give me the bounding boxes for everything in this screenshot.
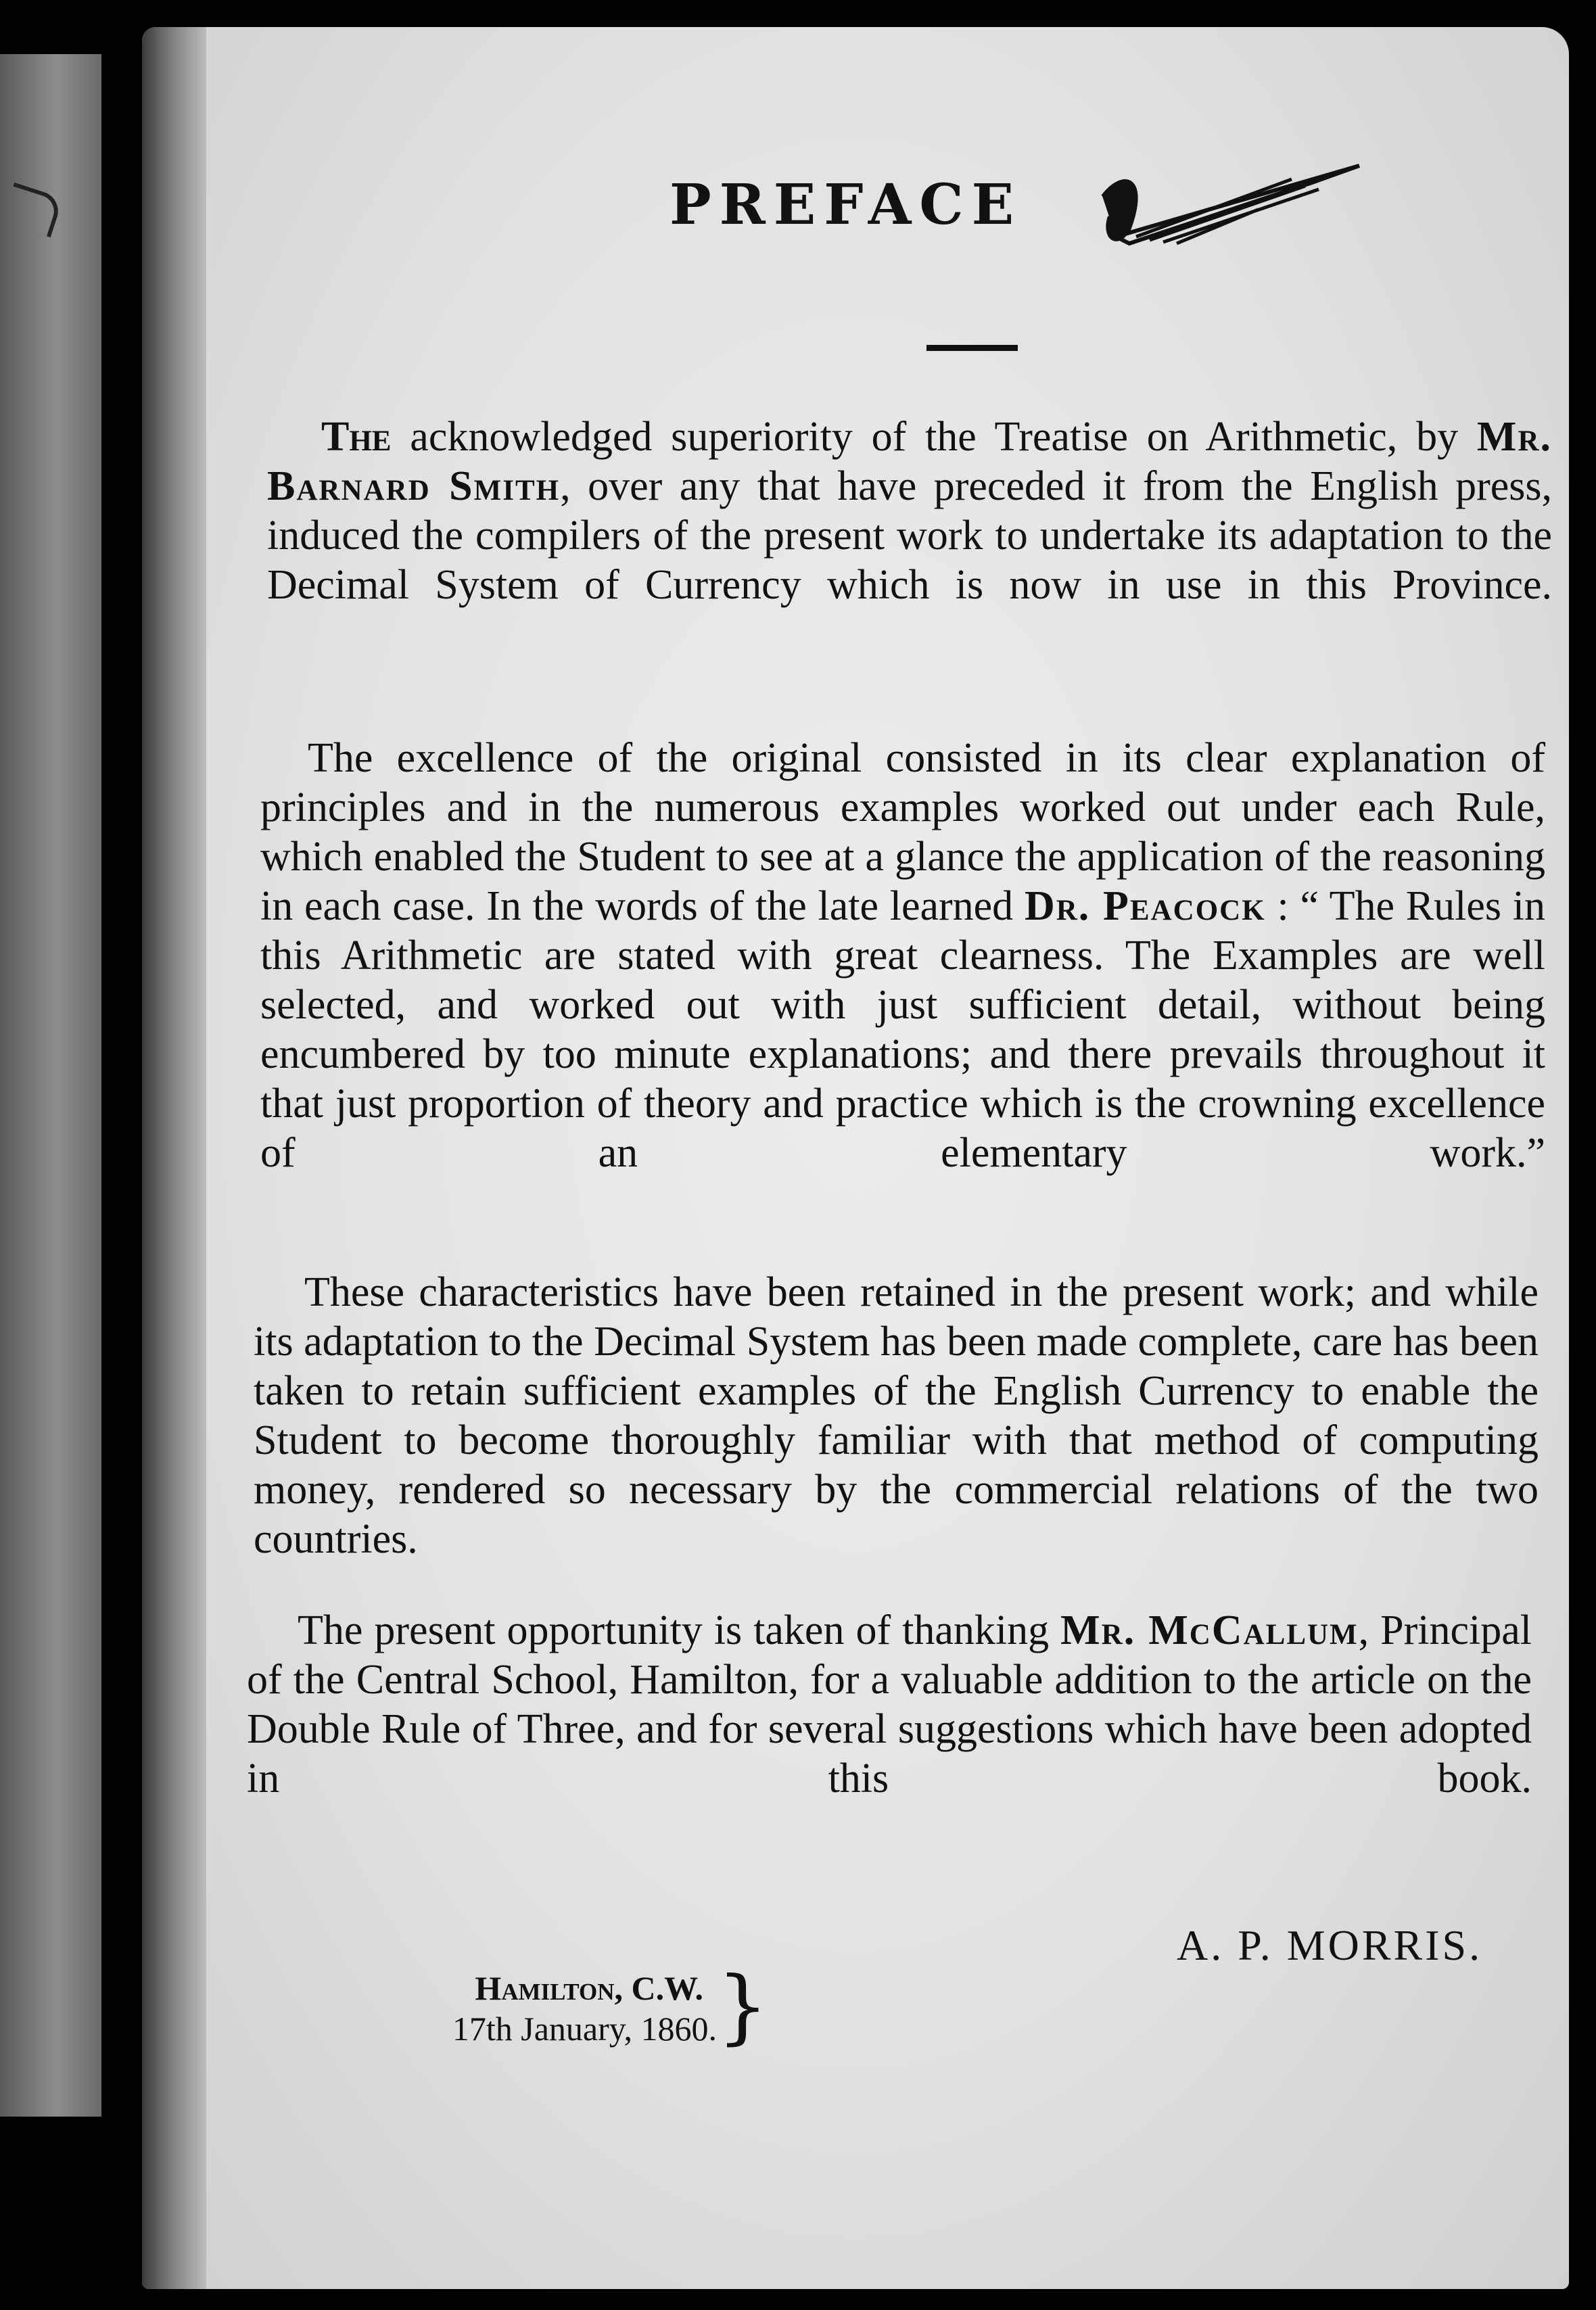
preface-paragraph-3 [254, 1268, 1539, 1613]
preface-paragraph-1 [267, 412, 1552, 659]
paragraph-text: These characteristics have been retained in the present work; and while its adaptation to the Decimal System has been made complete, care has been taken to retain sufficient examples of the English Currency to enable the Student to become thoroughly familiar with that method of computing money, rendered so necessary by the commercial relations of the two countries. [254, 1269, 1539, 1562]
paragraph-text: The present opportunity is taken of thanking [298, 1607, 1061, 1653]
pencil-mark-icon [1, 183, 63, 237]
paragraph-lead-word: The [321, 414, 392, 460]
paragraph-text: : “ The Rules in this Arithmetic are stated with great clearness. The Examples are well selected, and worked out with just sufficient detail, without being encumbered by too minute explanations; and there prevails throughout it that just proportion of theory and practice which is the crowning excellence of an elementary work.” [260, 883, 1546, 1176]
thanked-name: Mr. McCallum [1060, 1607, 1359, 1653]
paragraph-text: , over any that have preceded it from the English press, induced the compilers of the present work to undertake its adaptation to the Decimal System of Currency which is now in use in this Province. [267, 463, 1552, 608]
preface-paragraph-4 [247, 1606, 1532, 1853]
author-name: Mr. Barnard Smith [267, 414, 1552, 509]
signature: A. P. MORRIS. [1177, 1921, 1483, 1969]
paragraph-text: The excellence of the original consisted in its clear explanation of principles and in the numerous examples worked out under each Rule, which enabled the Student to see at a glance the application of the reasoning in each case. In the words of the late learned [260, 735, 1545, 929]
page-title: PREFACE [670, 172, 1023, 237]
place-and-date [392, 1968, 717, 2049]
book-page [142, 27, 1569, 2289]
quoted-name: Dr. Peacock [1024, 883, 1266, 929]
place: Hamilton, C.W. [475, 1969, 703, 2007]
paragraph-text: , Principal of the Central School, Hamilton, for a valuable addition to the article on the Double Rule of Three, and for several suggestions which have been adopted in this book. [247, 1607, 1532, 1801]
title-rule [926, 345, 1018, 351]
preface-paragraph-2 [260, 734, 1545, 1227]
page-gutter-shadow [142, 27, 206, 2289]
paragraph-text: acknowledged superiority of the Treatise on Arithmetic, by [391, 414, 1477, 460]
ink-scribble-icon [1089, 156, 1373, 257]
facing-page-edge [0, 54, 101, 2117]
brace-icon: } [717, 1960, 769, 2054]
date: 17th January, 1860. [452, 2010, 717, 2048]
